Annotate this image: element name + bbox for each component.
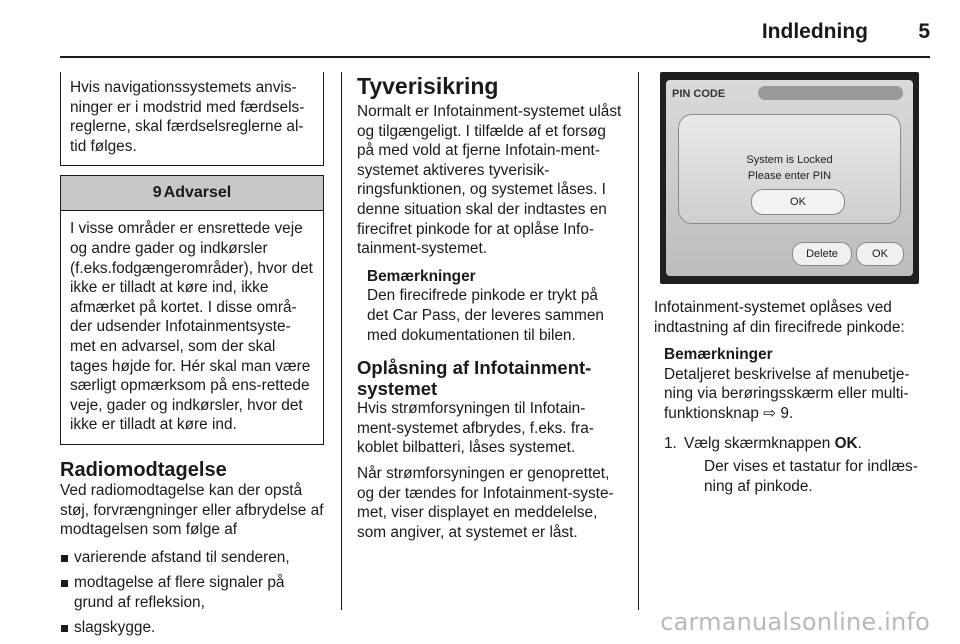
remark-text: Detaljeret beskrivelse af menubetje-ning via berøringsskærm eller multi-funktionsknap ⇨ 9.	[664, 365, 910, 422]
dialog-message-2: Please enter PIN	[747, 170, 832, 182]
column-divider	[638, 72, 639, 610]
step-text-end: .	[857, 434, 862, 452]
ok-button: OK	[856, 242, 904, 266]
pin-code-label: PIN CODE	[672, 88, 726, 100]
navigation-note-text: Hvis navigationssystemets anvis-ninger er i modstrid med færdsels-reglerne, skal færdselsreglerne al-tid følges.	[70, 79, 305, 155]
unlock-para-1: Hvis strømforsyningen til Infotain-ment-systemet afbrydes, f.eks. fra-koblet bilbatteri, låses systemet.	[357, 400, 594, 457]
radio-heading: Radiomodtagelse	[60, 458, 227, 481]
warning-header	[61, 176, 323, 211]
remark-block	[654, 345, 922, 423]
remark-text: Den firecifrede pinkode er trykt på det Car Pass, der leveres sammen med dokumentationen til bilen.	[367, 287, 604, 344]
delete-button: Delete	[792, 242, 852, 266]
navigation-note-box	[60, 72, 324, 166]
unlock-heading: Oplåsning af Infotainment-systemet	[357, 357, 592, 400]
header-rule	[60, 56, 930, 58]
column-1	[60, 72, 324, 644]
radio-bullet-list	[60, 548, 324, 638]
list-item	[664, 434, 922, 497]
warning-text: I visse områder er ensrettede veje og andre gader og indkørsler (f.eks.fodgængerområder), hvor det ikke er tilladt at køre ind, ikke afmærket på kortet. I disse områ-der udsender Infotainmentsyste-met en advarsel, som der skal tages højde for. Hér skal man være særligt opmærksom på ens-rettede veje, gader og indkørsler, hvor det ikke er tilladt at køre ind.	[70, 220, 313, 434]
remark-block	[357, 267, 622, 345]
warning-box	[60, 175, 324, 445]
unlock-instruction: Infotainment-systemet oplåses ved indtastning af din firecifrede pinkode:	[654, 299, 905, 336]
unlock-para-2: Når strømforsyningen er genoprettet, og der tændes for Infotainment-syste-met, viser displayet en meddelelse, som angiver, at systemet er låst.	[357, 464, 614, 541]
warning-body	[61, 211, 323, 444]
list-item: varierende afstand til senderen,	[60, 548, 324, 568]
remark-title: Bemærkninger	[367, 267, 476, 285]
warning-triangle-icon: 9	[152, 184, 162, 202]
ok-term: OK	[834, 434, 858, 452]
dialog-ok-button: OK	[751, 189, 845, 215]
section-title: Indledning	[761, 20, 868, 43]
page-number: 5	[918, 20, 930, 43]
steps-list	[654, 434, 922, 497]
list-item: modtagelse af flere signaler på grund af refleksion,	[60, 573, 324, 612]
locked-dialog	[678, 114, 901, 224]
column-2	[357, 72, 622, 542]
column-3	[654, 72, 922, 496]
list-item: slagskygge.	[60, 618, 324, 638]
pin-code-screen-figure	[660, 72, 919, 284]
step-text: Vælg skærmknappen	[684, 434, 835, 452]
watermark: carmanualsonline.info	[660, 608, 930, 636]
pin-code-field	[758, 86, 903, 100]
display-screen	[666, 80, 913, 276]
theft-protection-intro: Normalt er Infotainment-systemet ulåst og tilgængeligt. I tilfælde af et forsøg på med vold at fjerne Infotain-ment-systemet aktiveres tyverisik-ringsfunktionen, og systemet låses. I denne situation skal der indtastes en firecifret pinkode for at oplåse Info-tainment-systemet.	[357, 103, 622, 258]
warning-title: Advarsel	[163, 184, 232, 202]
theft-protection-heading: Tyverisikring	[357, 73, 499, 99]
remark-title: Bemærkninger	[664, 346, 773, 364]
column-divider	[341, 72, 342, 610]
step-number: 1.	[664, 434, 677, 452]
radio-text: Ved radiomodtagelse kan der opstå støj, forvrængninger eller afbrydelse af modtagelsen som følge af	[60, 481, 324, 539]
dialog-message-1: System is Locked	[746, 154, 833, 166]
step-subtext: Der vises et tastatur for indlæs-ning af pinkode.	[704, 458, 918, 495]
